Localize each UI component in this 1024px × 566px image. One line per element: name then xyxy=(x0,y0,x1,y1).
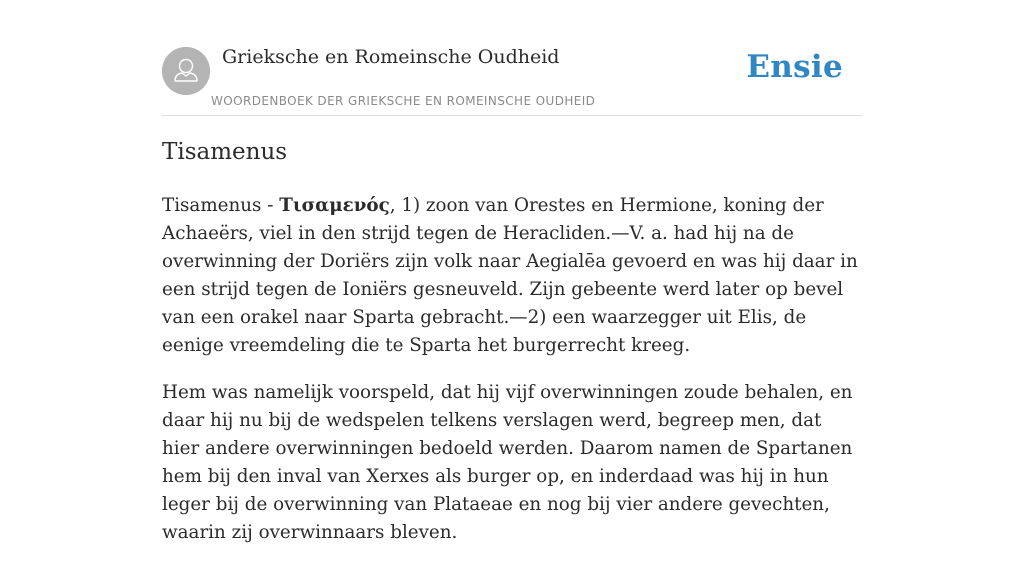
entry-body xyxy=(162,192,862,566)
page-container xyxy=(162,0,862,543)
entry-text: , 1) zoon van Orestes en Hermione, koning der Achaeërs, viel in den strijd tegen de Heracliden.—V. a. had hij na de overwinning der Doriërs zijn volk naar Aegialēa gevoerd en was hij daar in een strijd tegen de Ioniërs gesneuveld. Zijn gebeente werd later op bevel van een orakel naar Sparta gebracht.—2) een waarzegger uit Elis, de eenige vreemdeling die te Sparta het burgerrecht kreeg. xyxy=(162,195,858,356)
ensie-logo[interactable]: Ensie xyxy=(746,49,843,85)
user-avatar-icon[interactable] xyxy=(162,47,210,95)
entry-lead: Tisamenus - xyxy=(162,195,280,216)
entry-paragraph-1 xyxy=(162,192,862,360)
greek-term: Τισαμενός xyxy=(279,195,390,216)
source-title[interactable]: Grieksche en Romeinsche Oudheid xyxy=(222,46,560,68)
page-title: Tisamenus xyxy=(162,139,288,165)
entry-paragraph-2: Hem was namelijk voorspeld, dat hij vijf overwinningen zoude behalen, en daar hij nu bij de wedspelen telkens verslagen werd, begreep men, dat hier andere overwinningen bedoeld werden. Daarom namen de Spartanen hem bij den inval van Xerxes als burger op, en inderdaad was hij in hun leger bij de overwinning van Plataeae en nog bij vier andere gevechten, waarin zij overwinnaars bleven. xyxy=(162,382,853,543)
source-subtitle[interactable]: WOORDENBOEK DER GRIEKSCHE EN ROMEINSCHE OUDHEID xyxy=(211,94,596,108)
source-header xyxy=(162,0,862,116)
